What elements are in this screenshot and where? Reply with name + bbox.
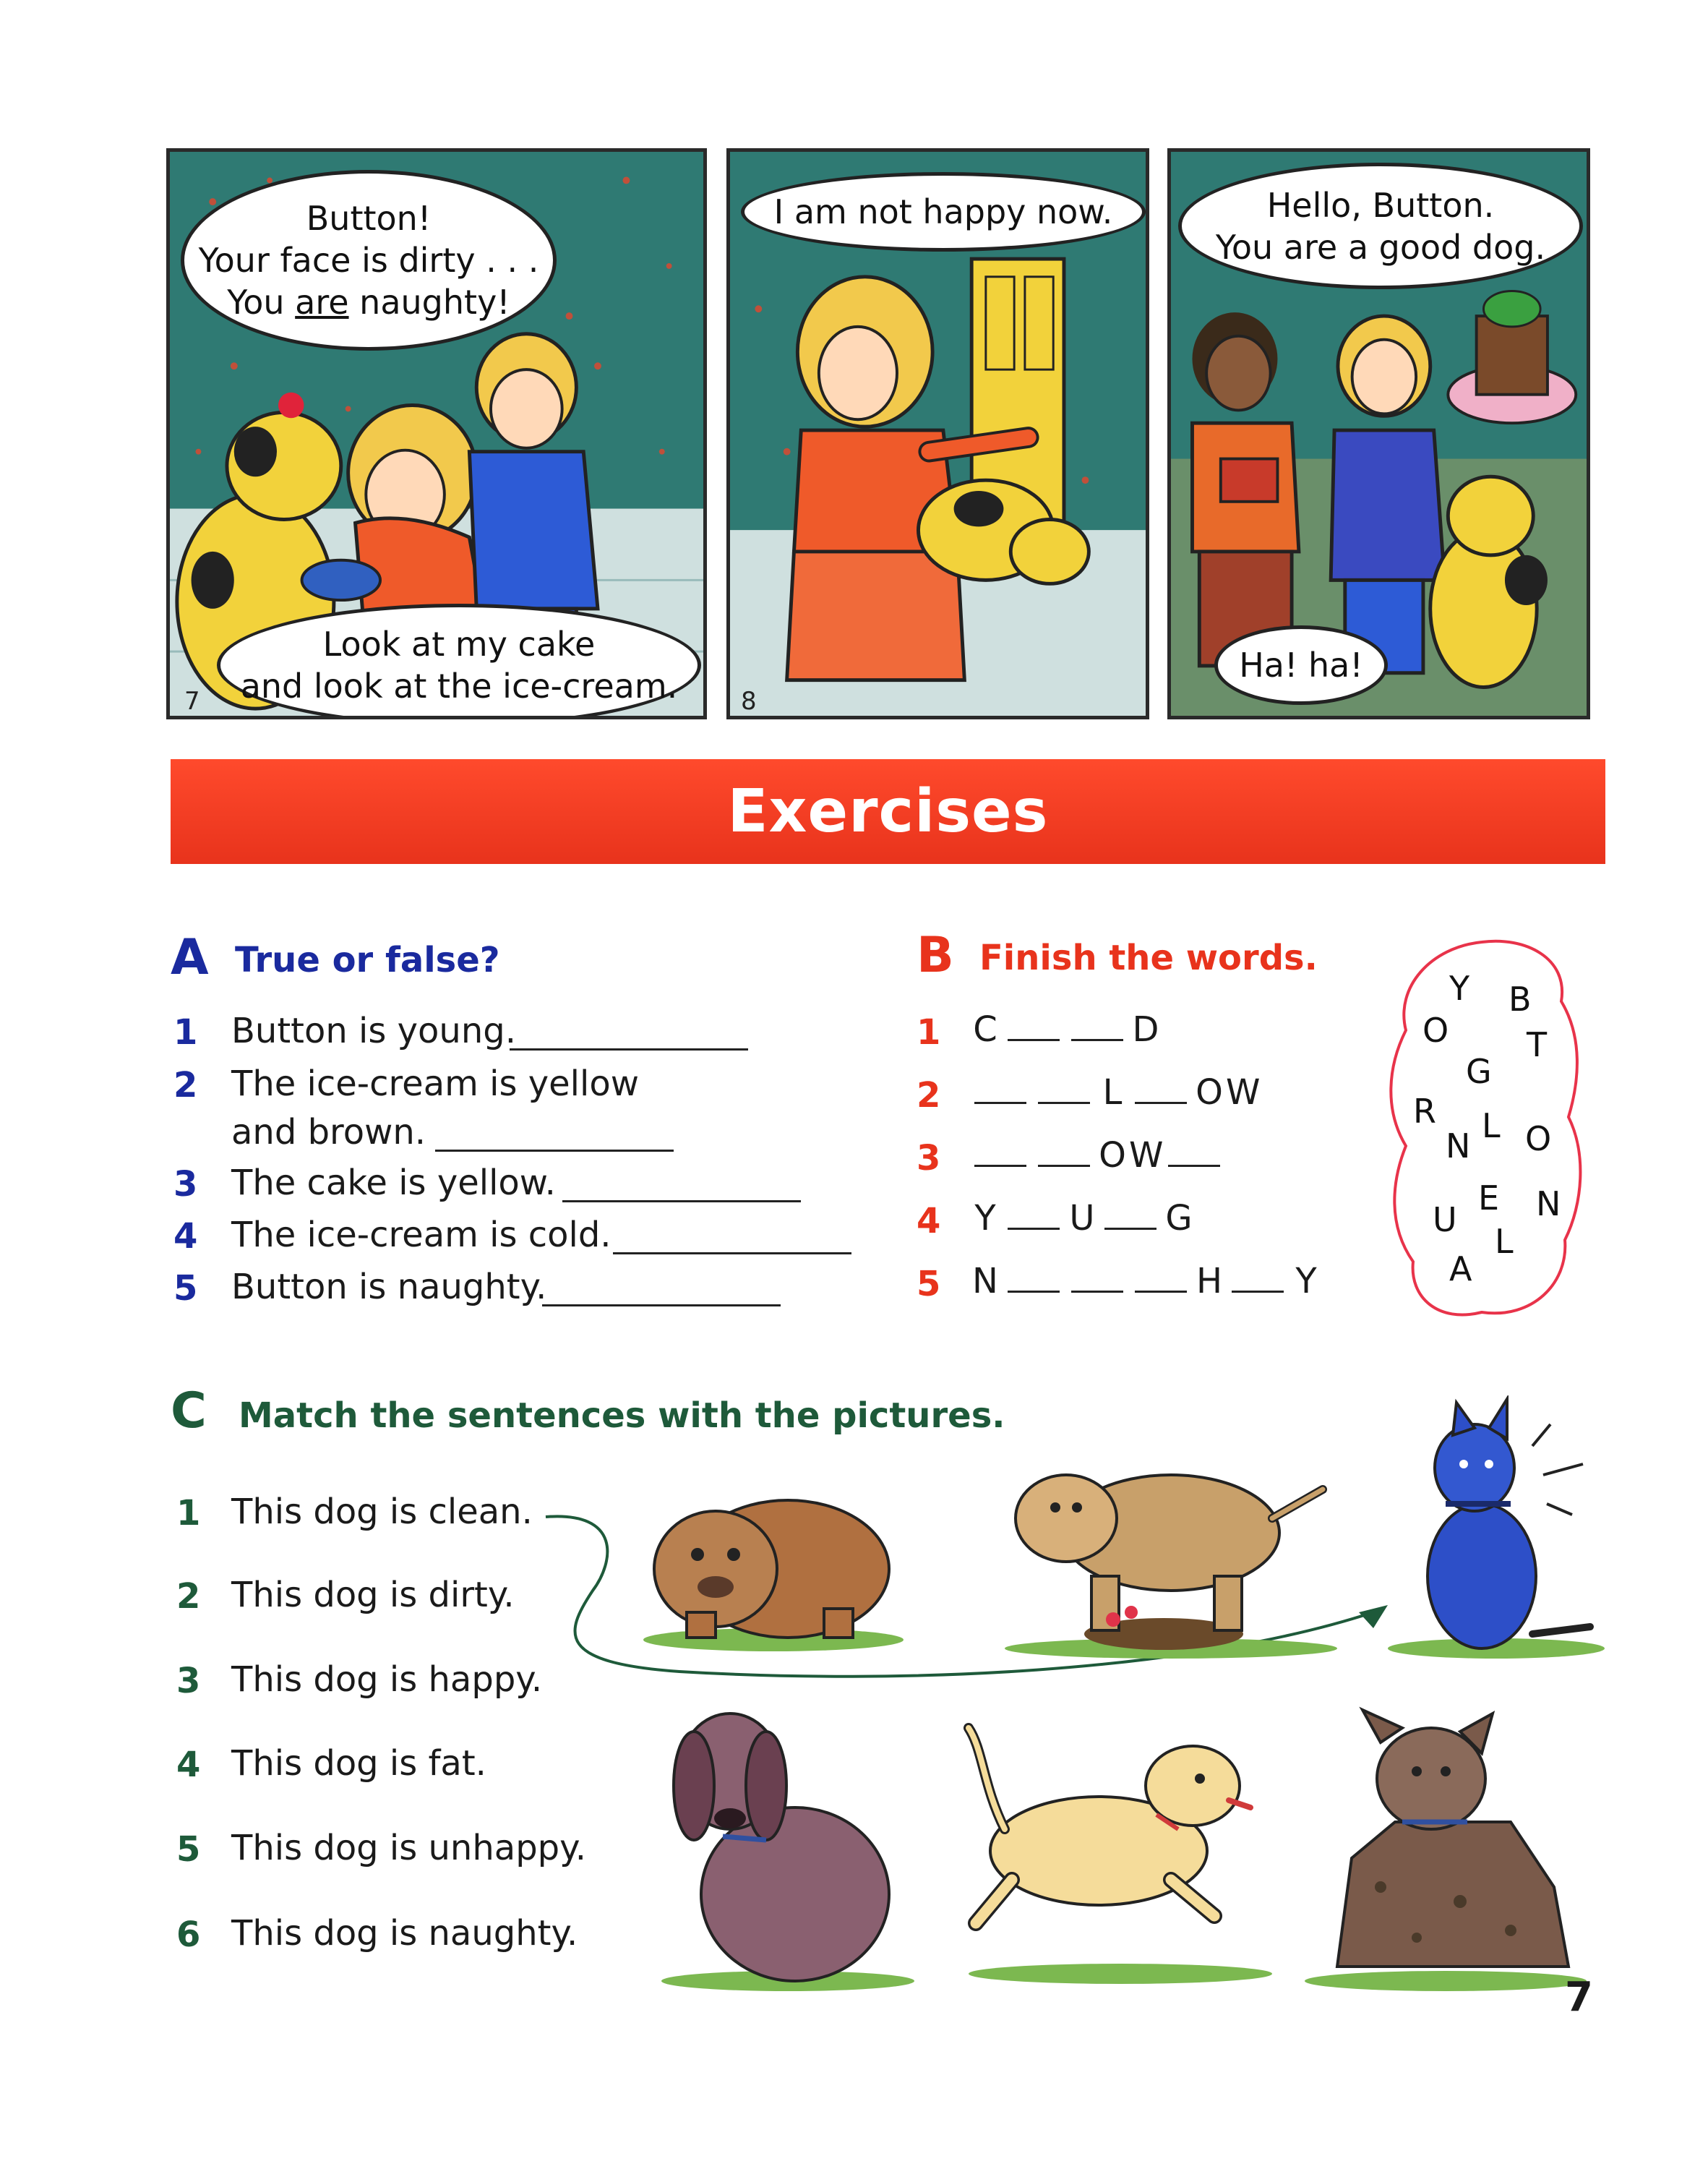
letter-blank[interactable]	[1038, 1163, 1090, 1167]
true-false-statement: The cake is yellow.	[231, 1163, 556, 1203]
dog-picture-dirty	[1294, 1699, 1597, 1995]
panel-number: 7	[184, 687, 200, 716]
match-sentence: This dog is fat.	[231, 1743, 486, 1784]
match-sentence: This dog is happy.	[231, 1659, 543, 1700]
cloud-letter: B	[1509, 980, 1532, 1019]
section-b-title: Finish the words.	[979, 938, 1318, 978]
section-c-title: Match the sentences with the pictures.	[239, 1395, 1005, 1436]
letter: D	[1132, 1009, 1159, 1050]
letter-blank[interactable]	[974, 1100, 1026, 1104]
speech-text: You are naughty!	[227, 283, 510, 322]
cloud-letter: R	[1413, 1092, 1436, 1131]
letter-blank[interactable]	[1232, 1288, 1284, 1293]
letter: O	[1196, 1072, 1223, 1113]
section-b-letter: B	[917, 927, 954, 984]
answer-blank[interactable]	[562, 1200, 801, 1202]
true-false-statement: The ice-cream is yellow	[231, 1064, 639, 1104]
item-number: 3	[173, 1164, 198, 1205]
true-false-statement: Button is naughty.	[231, 1267, 547, 1307]
item-number: 3	[917, 1138, 941, 1178]
speech-bubble	[741, 172, 1146, 252]
item-number: 2	[173, 1065, 198, 1105]
speech-text: Hello, Button.	[1266, 185, 1495, 225]
item-number: 5	[173, 1268, 198, 1309]
section-a-title: True or false?	[235, 940, 500, 980]
cloud-letter: L	[1482, 1106, 1501, 1145]
item-number: 5	[176, 1829, 201, 1870]
item-number: 1	[176, 1493, 201, 1533]
item-number: 2	[917, 1075, 941, 1116]
letter: Y	[1295, 1261, 1317, 1301]
cloud-letter: A	[1449, 1249, 1472, 1288]
letter: U	[1069, 1198, 1095, 1238]
page-number: 7	[1565, 1974, 1593, 2021]
item-number: 4	[173, 1216, 198, 1257]
dog-picture-naughty-digging	[990, 1432, 1352, 1663]
section-a-letter: A	[171, 929, 209, 986]
cloud-letter: L	[1495, 1222, 1514, 1261]
letter-blank[interactable]	[1135, 1288, 1187, 1293]
letter-blank[interactable]	[1008, 1288, 1060, 1293]
item-number: 3	[176, 1661, 201, 1701]
speech-bubble	[1214, 625, 1388, 705]
true-false-statement: The ice-cream is cold.	[231, 1215, 611, 1255]
dog-picture-happy	[954, 1685, 1287, 1988]
speech-bubble	[181, 170, 557, 351]
dog-picture-clean	[1373, 1395, 1612, 1663]
speech-text: I am not happy now.	[773, 192, 1113, 231]
letter-blank[interactable]	[1071, 1288, 1123, 1293]
letter: G	[1165, 1198, 1193, 1238]
section-c-letter: C	[171, 1382, 207, 1439]
speech-text: Ha! ha!	[1239, 646, 1363, 685]
word-puzzle-row	[969, 1072, 1259, 1113]
letter: C	[973, 1009, 997, 1050]
letter: Y	[974, 1198, 996, 1238]
dog-picture-unhappy	[651, 1692, 925, 1995]
speech-text: Button!	[306, 199, 432, 238]
item-number: 2	[176, 1576, 201, 1617]
answer-blank[interactable]	[510, 1048, 748, 1051]
speech-bubble	[217, 604, 701, 719]
cloud-letter: G	[1466, 1052, 1492, 1091]
cloud-letter: N	[1446, 1126, 1471, 1165]
letter: N	[972, 1261, 998, 1301]
cloud-letter: O	[1422, 1011, 1449, 1050]
answer-blank[interactable]	[613, 1252, 851, 1254]
speech-text: and look at the ice-cream.	[240, 667, 678, 706]
match-sentence: This dog is unhappy.	[231, 1828, 586, 1868]
word-puzzle-row	[969, 1009, 1162, 1050]
dog-picture-fat	[636, 1460, 911, 1656]
answer-blank[interactable]	[435, 1150, 674, 1152]
match-sentence: This dog is clean.	[231, 1492, 533, 1532]
cloud-letter: U	[1433, 1200, 1457, 1239]
word-puzzle-row	[969, 1261, 1323, 1301]
cloud-letter: Y	[1449, 969, 1470, 1008]
speech-text: Look at my cake	[322, 625, 596, 664]
answer-blank[interactable]	[542, 1304, 781, 1306]
banner-title: Exercises	[727, 777, 1049, 846]
true-false-statement-continued: and brown.	[231, 1112, 426, 1152]
item-number: 4	[917, 1201, 941, 1241]
letter-blank[interactable]	[1071, 1037, 1123, 1041]
speech-text: You are a good dog.	[1215, 227, 1546, 267]
letter: O	[1099, 1135, 1126, 1176]
match-sentence: This dog is naughty.	[231, 1913, 578, 1954]
cloud-letter: T	[1527, 1025, 1548, 1064]
speech-bubble	[1178, 163, 1583, 289]
comic-panel-3	[1167, 148, 1590, 719]
letter-blank[interactable]	[974, 1163, 1026, 1167]
letter-blank[interactable]	[1008, 1225, 1060, 1230]
item-number: 1	[917, 1012, 941, 1053]
letter-blank[interactable]	[1104, 1225, 1156, 1230]
match-sentence: This dog is dirty.	[231, 1575, 515, 1615]
word-puzzle-row	[969, 1198, 1196, 1238]
cloud-letter: N	[1536, 1184, 1561, 1223]
comic-panel-1	[166, 148, 707, 719]
letter-blank[interactable]	[1038, 1100, 1090, 1104]
item-number: 1	[173, 1012, 198, 1053]
letter: H	[1196, 1261, 1223, 1301]
speech-text: Your face is dirty . . .	[198, 241, 539, 280]
letter: W	[1226, 1072, 1261, 1113]
letter: W	[1129, 1135, 1164, 1176]
panel-number: 8	[741, 687, 757, 716]
cloud-letter: O	[1525, 1119, 1552, 1158]
true-false-statement: Button is young.	[231, 1011, 516, 1051]
item-number: 6	[176, 1915, 201, 1955]
letter-blank[interactable]	[1168, 1163, 1220, 1167]
word-puzzle-row	[969, 1135, 1226, 1176]
cloud-letter: E	[1478, 1178, 1500, 1218]
item-number: 5	[917, 1264, 941, 1304]
letter-blank[interactable]	[1135, 1100, 1187, 1104]
letter: L	[1102, 1072, 1123, 1113]
item-number: 4	[176, 1745, 201, 1785]
comic-panel-2	[726, 148, 1149, 719]
letter-blank[interactable]	[1008, 1037, 1060, 1041]
exercises-banner	[171, 759, 1605, 864]
